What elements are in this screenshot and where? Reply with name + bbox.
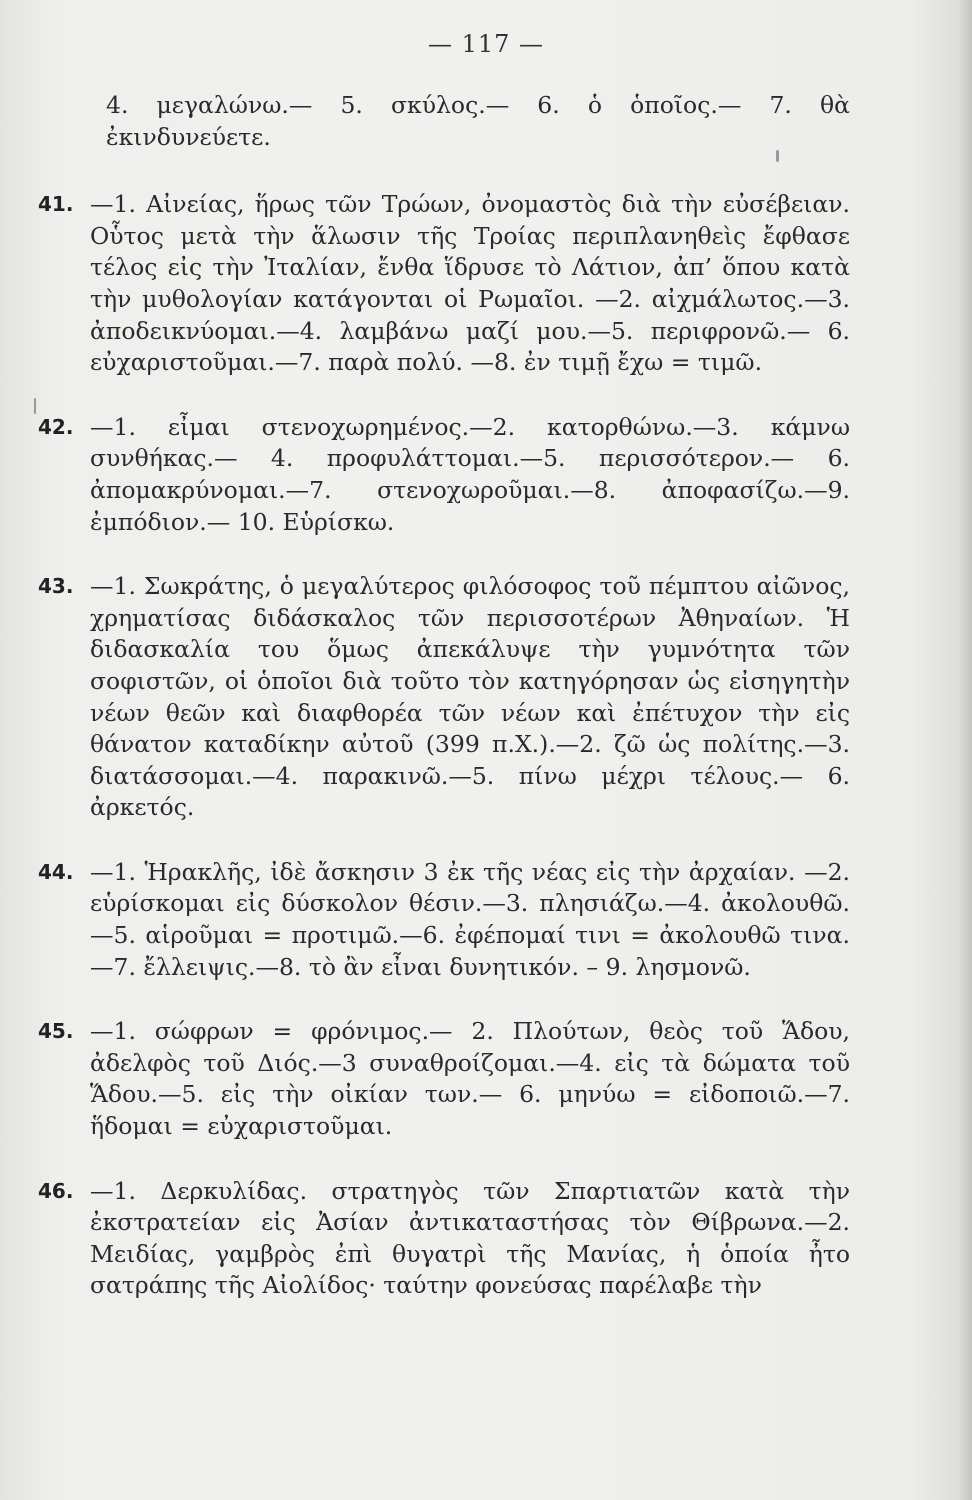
entry-number: 43.	[38, 574, 74, 599]
entry-continuation	[90, 90, 850, 153]
page-body	[38, 90, 850, 1335]
entry-43	[38, 571, 850, 824]
entry-42	[38, 412, 850, 538]
entry-text: —1. Δερκυλίδας. στρατηγὸς τῶν Σπαρτιατῶν κατὰ τὴν ἐκστρατείαν εἰς Ἀσίαν ἀντικαταστήσας τὸν Θίβρωνα.—2. Μειδίας, γαμβρὸς ἐπὶ θυγατρὶ τῆς Μανίας, ἡ ὁποία ἦτο σατράπης τῆς Αἰολίδος· ταύτην φονεύσας παρέλαβε τὴν	[90, 1176, 850, 1300]
entry-text: —1. Αἰνείας, ἥρως τῶν Τρώων, ὀνομαστὸς διὰ τὴν εὐσέβειαν. Οὗτος μετὰ τὴν ἅλωσιν τῆς Τροίας περιπλανηθεὶς ἔφθασε τέλος εἰς τὴν Ἰταλίαν, ἔνθα ἵδρυσε τὸ Λάτιον, ἀπ’ ὅπου κατὰ τὴν μυθολογίαν κατάγονται οἱ Ρωμαῖοι. —2. αἰχμάλωτος.—3. ἀποδεικνύομαι.—4. λαμβάνω μαζί μου.—5. περιφρονῶ.— 6. εὐχαριστοῦμαι.—7. παρὰ πολύ. —8. ἐν τιμῇ ἔχω = τιμῶ.	[90, 190, 850, 377]
entry-45	[38, 1016, 850, 1142]
entry-text: —1. σώφρων = φρόνιμος.— 2. Πλούτων, θεὸς τοῦ Ἅδου, ἀδελφὸς τοῦ Διός.—3 συναθροίζομαι.—4. εἰς τὰ δώματα τοῦ Ἅδου.—5. εἰς τὴν οἰκίαν των.— 6. μηνύω = εἰδοποιῶ.—7. ἥδομαι = εὐχαριστοῦμαι.	[90, 1017, 850, 1141]
page-edge-shadow	[958, 0, 972, 1500]
entry-text: 4. μεγαλώνω.— 5. σκύλος.— 6. ὁ ὁποῖος.— 7. θὰ ἐκινδυνεύετε.	[106, 91, 850, 151]
page-number: — 117 —	[427, 30, 545, 58]
paper-speck	[776, 150, 779, 162]
entry-text: —1. Σωκράτης, ὁ μεγαλύτερος φιλόσοφος τοῦ πέμπτου αἰῶνος, χρηματίσας διδάσκαλος τῶν περισσοτέρων Ἀθηναίων. Ἡ διδασκαλία του ὅμως ἀπεκάλυψε τὴν γυμνότητα τῶν σοφιστῶν, οἱ ὁποῖοι διὰ τοῦτο τὸν κατηγόρησαν ὡς εἰσηγητὴν νέων θεῶν καὶ διαφθορέα τῶν νέων καὶ ἐπέτυχον τὴν εἰς θάνατον καταδίκην αὐτοῦ (399 π.Χ.).—2. ζῶ ὡς πολίτης.—3. διατάσσομαι.—4. παρακινῶ.—5. πίνω μέχρι τέλους.— 6. ἀρκετός.	[90, 572, 850, 822]
entry-41	[38, 189, 850, 379]
entry-number: 41.	[38, 192, 74, 217]
entry-44	[38, 857, 850, 983]
paper-speck	[34, 398, 36, 414]
entry-46	[38, 1176, 850, 1302]
entry-number: 45.	[38, 1019, 74, 1044]
entry-number: 44.	[38, 859, 74, 884]
entry-number: 46.	[38, 1178, 74, 1203]
entry-text: —1. εἶμαι στενοχωρημένος.—2. κατορθώνω.—3. κάμνω συνθήκας.— 4. προφυλάττομαι.—5. περισσότερον.— 6. ἀπομακρύνομαι.—7. στενοχωροῦμαι.—8. ἀποφασίζω.—9. ἐμπόδιον.— 10. Εὑρίσκω.	[90, 412, 850, 536]
entry-text: —1. Ἡρακλῆς, ἰδὲ ἄσκησιν 3 ἐκ τῆς νέας εἰς τὴν ἀρχαίαν. —2. εὑρίσκομαι εἰς δύσκολον θέσιν.—3. πλησιάζω.—4. ἀκολουθῶ.—5. αἱροῦμαι = προτιμῶ.—6. ἐφέπομαί τινι = ἀκολουθῶ τινα.—7. ἔλλειψις.—8. τὸ ἂν εἶναι δυνητικόν. – 9. λησμονῶ.	[90, 857, 850, 981]
entry-number: 42.	[38, 414, 74, 439]
